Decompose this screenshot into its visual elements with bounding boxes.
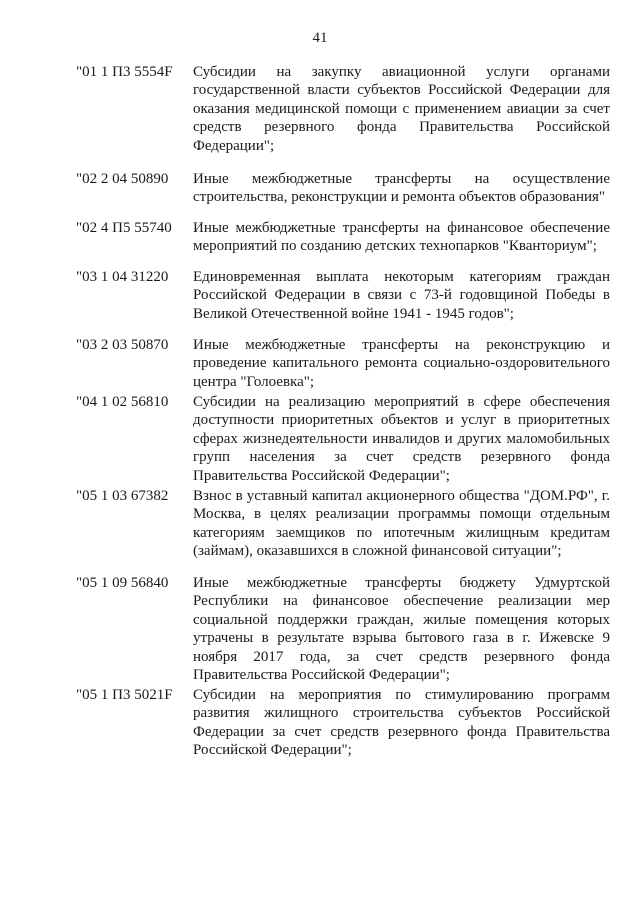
- entry-code: "05 1 03 67382: [76, 488, 169, 504]
- entry-description: Иные межбюджетные трансферты на финансовое обеспечение мероприятий по созданию детских технопарков "Кванториум";: [193, 220, 610, 255]
- entry-code: "02 2 04 50890: [76, 171, 169, 187]
- entry-code: "05 1 09 56840: [76, 575, 169, 591]
- entry-description: Иные межбюджетные трансферты на реконструкцию и проведение капитального ремонта социально-оздоровительного центра "Голоевка";: [193, 337, 610, 390]
- entry-description: Субсидии на реализацию мероприятий в сфере обеспечения доступности приоритетных объектов и услуг в приоритетных сферах жизнедеятельности инвалидов и других маломобильных групп населения за счет средств резервного фонда Правительства Российской Федерации";: [193, 394, 610, 484]
- page-number: 41: [312, 30, 328, 46]
- entry-code: "02 4 П5 55740: [76, 220, 172, 236]
- entry-code: "03 1 04 31220: [76, 269, 169, 285]
- entry-description: Субсидии на закупку авиационной услуги органами государственной власти субъектов Российской Федерации для оказания медицинской помощи с применением авиации за счет средств резервного фонда Правительства Российской Федерации";: [193, 64, 610, 154]
- entry-code: "01 1 П3 5554F: [76, 64, 173, 80]
- entry-description: Взнос в уставный капитал акционерного общества "ДОМ.РФ", г. Москва, в целях реализации программы помощи отдельным категориям заемщиков по ипотечным жилищным кредитам (займам), оказавшихся в сложной финансовой ситуации";: [193, 488, 610, 560]
- entry-code: "03 2 03 50870: [76, 337, 169, 353]
- entry-description: Иные межбюджетные трансферты бюджету Удмуртской Республики на финансовое обеспечение реализации мер социальной поддержки граждан, жилые помещения которых утрачены в результате взрыва бытового газа в г. Ижевске 9 ноября 2017 года, за счет средств резервного фонда Правительства Российской Федерации";: [193, 575, 610, 684]
- entry-code: "05 1 П3 5021F: [76, 687, 173, 703]
- entry-description: Субсидии на мероприятия по стимулированию программ развития жилищного строительства субъектов Российской Федерации за счет средств резервного фонда Правительства Российской Федерации";: [193, 687, 610, 759]
- entry-description: Иные межбюджетные трансферты на осуществление строительства, реконструкции и ремонта объектов образования": [193, 171, 610, 206]
- entry-description: Единовременная выплата некоторым категориям граждан Российской Федерации в связи с 73-й годовщиной Победы в Великой Отечественной войне 1941 - 1945 годов";: [193, 269, 610, 322]
- entry-code: "04 1 02 56810: [76, 394, 169, 410]
